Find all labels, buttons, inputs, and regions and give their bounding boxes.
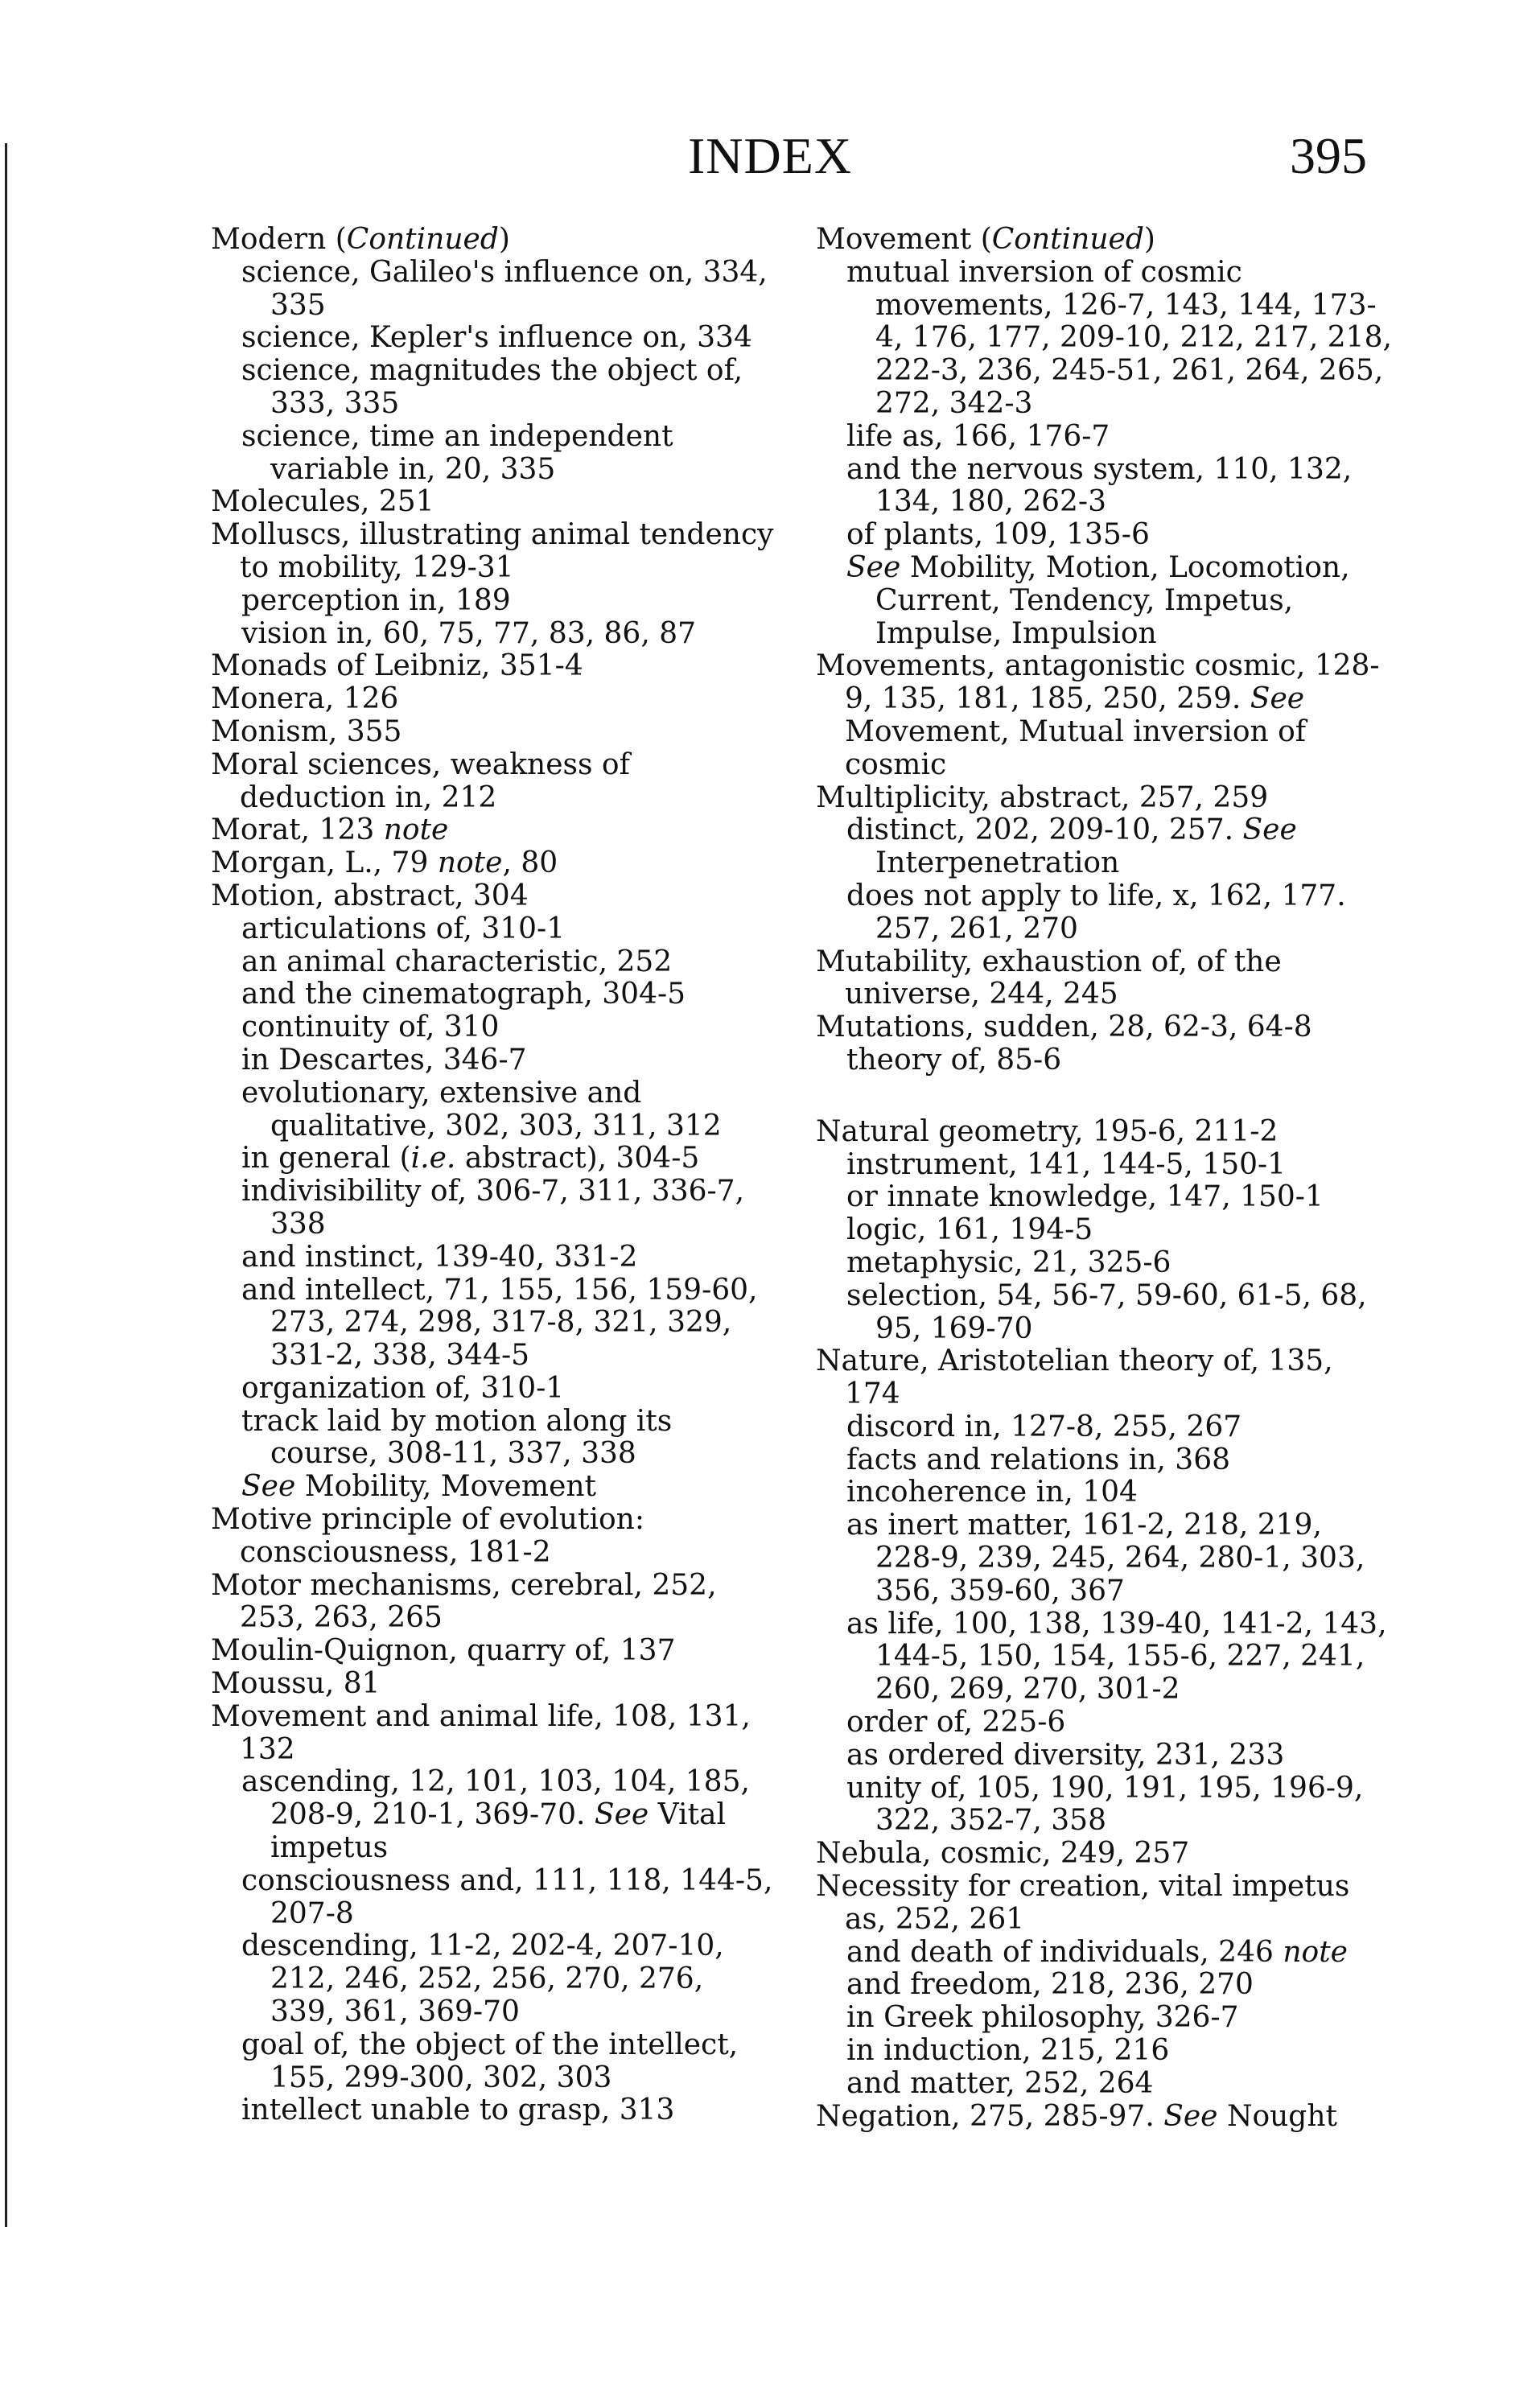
index-subentry: incoherence in, 104 bbox=[846, 1476, 1138, 1509]
index-entry: Molecules, 251 bbox=[211, 485, 434, 519]
index-subentry: and freedom, 218, 236, 270 bbox=[846, 1968, 1254, 2002]
index-subentry: instrument, 141, 144-5, 150-1 bbox=[846, 1147, 1287, 1181]
index-subentry: logic, 161, 194-5 bbox=[846, 1213, 1093, 1247]
page-number: 395 bbox=[1290, 127, 1367, 184]
index-subentry: and matter, 252, 264 bbox=[846, 2066, 1154, 2100]
index-entry: Moulin-Quignon, quarry of, 137 bbox=[211, 1634, 676, 1668]
index-subentry: consciousness and, 111, 118, 144-5, 207-8 bbox=[241, 1863, 773, 1930]
index-subentry: unity of, 105, 190, 191, 195, 196-9, 322, 352-7, 358 bbox=[846, 1771, 1364, 1838]
index-subentry: track laid by motion along its course, 308-11, 337, 338 bbox=[241, 1404, 673, 1471]
index-subentry: mutual inversion of cosmic movements, 126-7, 143, 144, 173-4, 176, 177, 209-10, 212, 217, 218, 222-3, 236, 245-51, 261, 264, 265, 272, 342-3 bbox=[846, 255, 1392, 420]
index-entry: Nature, Aristotelian theory of, 135, 174 bbox=[816, 1344, 1333, 1411]
index-entry: Modern (Continued) bbox=[211, 223, 510, 256]
index-subentry: in Greek philosophy, 326-7 bbox=[846, 2001, 1239, 2035]
index-subentry: and instinct, 139-40, 331-2 bbox=[241, 1240, 638, 1274]
index-entry: Morgan, L., 79 note, 80 bbox=[211, 846, 558, 880]
index-subentry: science, time an independent variable in, 20, 335 bbox=[241, 419, 673, 486]
index-entry: Movements, antagonistic cosmic, 128-9, 135, 181, 185, 250, 259. See Movement, Mutual inversion of cosmic bbox=[816, 649, 1380, 781]
index-entry: Mutability, exhaustion of, of the universe, 244, 245 bbox=[816, 945, 1282, 1011]
index-subentry: discord in, 127-8, 255, 267 bbox=[846, 1410, 1242, 1443]
index-entry: Multiplicity, abstract, 257, 259 bbox=[816, 780, 1269, 814]
index-entry: Monism, 355 bbox=[211, 714, 402, 748]
index-entry: Moussu, 81 bbox=[211, 1667, 381, 1701]
index-subentry: science, Galileo's influence on, 334, 335 bbox=[241, 255, 768, 322]
index-subentry: facts and relations in, 368 bbox=[846, 1443, 1231, 1476]
index-subentry: and the nervous system, 110, 132, 134, 180, 262-3 bbox=[846, 452, 1353, 519]
index-subentry: articulations of, 310-1 bbox=[241, 912, 566, 945]
index-subentry: and death of individuals, 246 note bbox=[846, 1935, 1348, 1969]
index-subentry: intellect unable to grasp, 313 bbox=[241, 2094, 675, 2127]
index-entry: Monads of Leibniz, 351-4 bbox=[211, 649, 583, 683]
index-entry: Motion, abstract, 304 bbox=[211, 879, 529, 912]
index-subentry: in Descartes, 346-7 bbox=[241, 1043, 527, 1077]
index-subentry: continuity of, 310 bbox=[241, 1011, 500, 1044]
index-subentry: selection, 54, 56-7, 59-60, 61-5, 68, 95, 169-70 bbox=[846, 1278, 1367, 1345]
index-subentry: of plants, 109, 135-6 bbox=[846, 518, 1150, 552]
index-subentry: and intellect, 71, 155, 156, 159-60, 273, 274, 298, 317-8, 321, 329, 331-2, 338, 344-5 bbox=[241, 1273, 758, 1373]
index-entry: Morat, 123 note bbox=[211, 813, 449, 847]
index-column-left bbox=[211, 224, 774, 2127]
index-subentry: science, magnitudes the object of, 333, 335 bbox=[241, 354, 743, 420]
index-subentry: in general (i.e. abstract), 304-5 bbox=[241, 1142, 700, 1175]
index-subentry: and the cinematograph, 304-5 bbox=[241, 978, 686, 1011]
index-subentry: evolutionary, extensive and qualitative, 302, 303, 311, 312 bbox=[241, 1076, 722, 1143]
index-subentry: goal of, the object of the intellect, 155, 299-300, 302, 303 bbox=[241, 2028, 739, 2094]
index-subentry: indivisibility of, 306-7, 311, 336-7, 338 bbox=[241, 1175, 745, 1241]
index-entry: Motor mechanisms, cerebral, 252, 253, 263, 265 bbox=[211, 1568, 717, 1635]
index-subentry: See Mobility, Motion, Locomotion, Current, Tendency, Impetus, Impulse, Impulsion bbox=[846, 550, 1350, 650]
index-subentry: theory of, 85-6 bbox=[846, 1043, 1062, 1077]
index-entry: Mutations, sudden, 28, 62-3, 64-8 bbox=[816, 1011, 1312, 1044]
index-entry: Movement (Continued) bbox=[816, 223, 1155, 256]
binding-edge-line bbox=[5, 143, 7, 2227]
index-entry: Molluscs, illustrating animal tendency to mobility, 129-31 bbox=[211, 518, 774, 584]
index-subentry: distinct, 202, 209-10, 257. See Interpenetration bbox=[846, 813, 1297, 880]
section-gap bbox=[816, 1077, 1395, 1116]
index-entry: Natural geometry, 195-6, 211-2 bbox=[816, 1114, 1279, 1148]
index-entry: Negation, 275, 285-97. See Nought bbox=[816, 2099, 1337, 2133]
index-subentry: order of, 225-6 bbox=[846, 1706, 1066, 1740]
index-subentry: as inert matter, 161-2, 218, 219, 228-9, 239, 245, 264, 280-1, 303, 356, 359-60, 367 bbox=[846, 1509, 1365, 1608]
index-entry: Motive principle of evolution: consciousness, 181-2 bbox=[211, 1503, 644, 1569]
index-subentry: metaphysic, 21, 325-6 bbox=[846, 1245, 1171, 1279]
index-subentry: life as, 166, 176-7 bbox=[846, 419, 1110, 453]
index-subentry: ascending, 12, 101, 103, 104, 185, 208-9, 210-1, 369-70. See Vital impetus bbox=[241, 1765, 750, 1865]
index-subentry: science, Kepler's influence on, 334 bbox=[241, 321, 752, 355]
index-subentry: an animal characteristic, 252 bbox=[241, 945, 673, 978]
index-subentry: descending, 11-2, 202-4, 207-10, 212, 246, 252, 256, 270, 276, 339, 361, 369-70 bbox=[241, 1929, 724, 2029]
index-entry: Nebula, cosmic, 249, 257 bbox=[816, 1837, 1190, 1871]
index-entry: Moral sciences, weakness of deduction in, 212 bbox=[211, 747, 630, 814]
index-entry: Movement and animal life, 108, 131, 132 bbox=[211, 1699, 751, 1766]
index-entry: Monera, 126 bbox=[211, 682, 399, 716]
index-subentry: organization of, 310-1 bbox=[241, 1371, 565, 1405]
index-subentry: as ordered diversity, 231, 233 bbox=[846, 1738, 1285, 1772]
index-subentry: See Mobility, Movement bbox=[241, 1470, 597, 1504]
page-title: INDEX bbox=[687, 127, 853, 184]
index-subentry: does not apply to life, x, 162, 177. 257, 261, 270 bbox=[846, 879, 1346, 945]
index-subentry: in induction, 215, 216 bbox=[846, 2034, 1170, 2068]
index-entry: Necessity for creation, vital impetus as, 252, 261 bbox=[816, 1870, 1350, 1936]
index-column-right bbox=[816, 224, 1395, 2133]
index-subentry: as life, 100, 138, 139-40, 141-2, 143, 144-5, 150, 154, 155-6, 227, 241, 260, 269, 270, 301-2 bbox=[846, 1607, 1387, 1707]
index-subentry: perception in, 189 bbox=[241, 583, 511, 617]
index-subentry: vision in, 60, 75, 77, 83, 86, 87 bbox=[241, 616, 697, 650]
index-subentry: or innate knowledge, 147, 150-1 bbox=[846, 1180, 1324, 1214]
